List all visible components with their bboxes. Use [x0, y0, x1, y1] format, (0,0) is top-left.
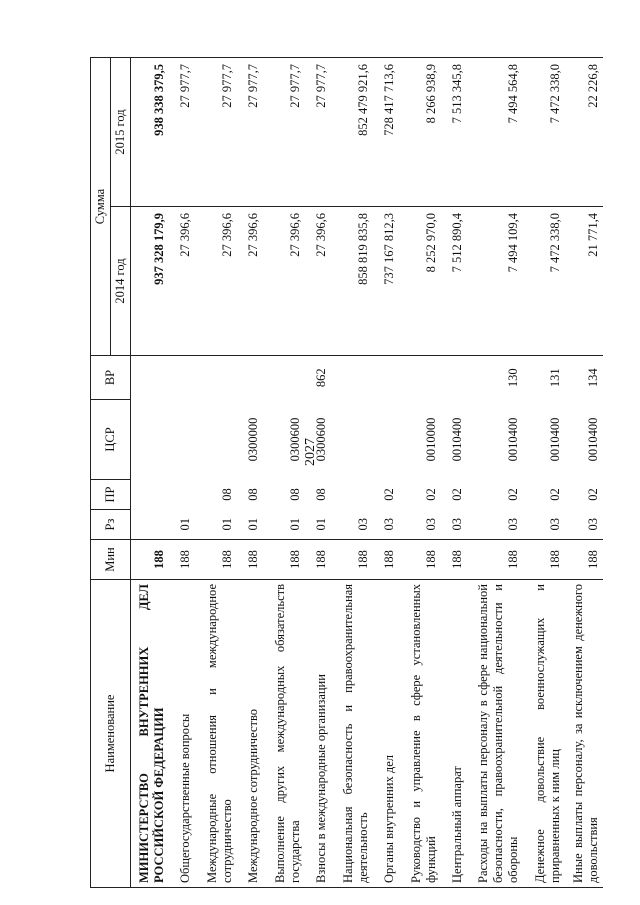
- header-vr: ВР: [91, 356, 131, 400]
- row-pr: 02: [449, 488, 464, 501]
- table-row: [237, 58, 263, 888]
- row-rz: [131, 510, 169, 540]
- row-rz: 03: [547, 518, 562, 531]
- table-row: [441, 58, 467, 888]
- row-2014: 858 819 835,8: [331, 207, 373, 356]
- header-name: Наименование: [91, 580, 131, 888]
- header-pr: ПР: [91, 480, 131, 510]
- row-2014: 937 328 179,9: [131, 207, 169, 356]
- row-2015: 7 494 564,8: [467, 58, 523, 207]
- row-csr: [131, 400, 169, 480]
- table-row: [131, 58, 169, 888]
- row-min: 188: [237, 540, 263, 580]
- header-min: Мин: [91, 540, 131, 580]
- row-name: Руководство и управление в сфере установленных функций: [399, 580, 441, 888]
- header-2015: 2015 год: [111, 58, 131, 207]
- row-2015: 22 226,8: [565, 58, 603, 207]
- row-rz: 03: [505, 518, 520, 531]
- row-2014: 27 396,6: [169, 207, 195, 356]
- row-vr: 130: [467, 356, 523, 400]
- row-vr: [441, 356, 467, 400]
- row-csr: 0300000: [245, 417, 260, 462]
- row-pr: 08: [219, 488, 234, 501]
- row-rz: 01: [245, 518, 260, 531]
- row-rz: 03: [355, 518, 370, 531]
- table-row: [373, 58, 399, 888]
- row-vr: 862: [305, 356, 331, 400]
- row-2015: 27 977,7: [305, 58, 331, 207]
- row-csr: [169, 400, 195, 480]
- row-pr: [131, 480, 169, 510]
- row-vr: [399, 356, 441, 400]
- table-row: [331, 58, 373, 888]
- budget-table-rotated: [90, 58, 600, 888]
- row-2014: 27 396,6: [305, 207, 331, 356]
- row-2014: 7 472 338,0: [523, 207, 565, 356]
- row-2014: 27 396,6: [237, 207, 263, 356]
- row-vr: [195, 356, 237, 400]
- row-name: МИНИСТЕРСТВО ВНУТРЕННИХ ДЕЛ РОССИЙСКОЙ ФЕДЕРАЦИИ: [131, 580, 169, 888]
- row-name: Международное сотрудничество: [237, 580, 263, 888]
- row-csr: 0010400: [547, 417, 562, 462]
- row-min: 188: [441, 540, 467, 580]
- header-csr: ЦСР: [91, 400, 131, 480]
- row-2014: 21 771,4: [565, 207, 603, 356]
- table-row: [305, 58, 331, 888]
- row-vr: [331, 356, 373, 400]
- header-sum: Сумма: [91, 58, 111, 356]
- row-csr: 0300600: [313, 417, 328, 462]
- row-rz: 03: [423, 518, 438, 531]
- row-csr: [331, 400, 373, 480]
- row-rz: 01: [287, 518, 302, 531]
- row-pr: [169, 480, 195, 510]
- row-rz: 03: [381, 518, 396, 531]
- row-name: Денежное довольствие военнослужащих и приравненных к ним лиц: [523, 580, 565, 888]
- row-2014: 27 396,6: [263, 207, 305, 356]
- row-pr: 02: [423, 488, 438, 501]
- row-pr: 02: [547, 488, 562, 501]
- row-name: Центральный аппарат: [441, 580, 467, 888]
- row-min: 188: [331, 540, 373, 580]
- row-2015: 27 977,7: [169, 58, 195, 207]
- row-vr: 134: [565, 356, 603, 400]
- row-min: 188: [523, 540, 565, 580]
- row-name: Международные отношения и международное сотрудничество: [195, 580, 237, 888]
- row-2014: 8 252 970,0: [399, 207, 441, 356]
- table-body: [131, 58, 603, 888]
- table-row: [565, 58, 603, 888]
- row-min: 188: [263, 540, 305, 580]
- row-pr: 08: [287, 488, 302, 501]
- row-2014: 7 512 890,4: [441, 207, 467, 356]
- row-2015: 27 977,7: [237, 58, 263, 207]
- row-2015: 7 513 345,8: [441, 58, 467, 207]
- row-2015: 27 977,7: [195, 58, 237, 207]
- header-rz: Рз: [91, 510, 131, 540]
- row-rz: 01: [177, 518, 192, 531]
- row-2014: 7 494 109,4: [467, 207, 523, 356]
- table-row: [467, 58, 523, 888]
- row-2015: 27 977,7: [263, 58, 305, 207]
- row-pr: 02: [381, 488, 396, 501]
- row-csr: 0010400: [585, 417, 600, 462]
- row-rz: 01: [219, 518, 234, 531]
- row-2015: 7 472 338,0: [523, 58, 565, 207]
- row-csr: 0010400: [505, 417, 520, 462]
- table-row: [263, 58, 305, 888]
- row-rz: 03: [449, 518, 464, 531]
- row-vr: [169, 356, 195, 400]
- budget-table: [90, 57, 603, 888]
- row-csr: [195, 400, 237, 480]
- row-csr: 0010000: [423, 417, 438, 462]
- table-row: [195, 58, 237, 888]
- row-rz: 01: [313, 518, 328, 531]
- row-vr: [237, 356, 263, 400]
- row-name: Иные выплаты персоналу, за исключением денежного довольствия: [565, 580, 603, 888]
- row-2015: 852 479 921,6: [331, 58, 373, 207]
- row-2015: 8 266 938,9: [399, 58, 441, 207]
- row-vr: 131: [523, 356, 565, 400]
- row-min: 188: [373, 540, 399, 580]
- header-2014: 2014 год: [111, 207, 131, 356]
- row-2014: 27 396,6: [195, 207, 237, 356]
- row-min: 188: [131, 540, 169, 580]
- row-min: 188: [169, 540, 195, 580]
- row-min: 188: [399, 540, 441, 580]
- row-vr: [131, 356, 169, 400]
- row-name: Выполнение других международных обязательств государства: [263, 580, 305, 888]
- row-name: Органы внутренних дел: [373, 580, 399, 888]
- row-pr: 08: [245, 488, 260, 501]
- table-row: [523, 58, 565, 888]
- row-csr: [373, 400, 399, 480]
- row-2015: 938 338 379,5: [131, 58, 169, 207]
- row-min: 188: [467, 540, 523, 580]
- row-min: 188: [565, 540, 603, 580]
- page-number-text: 2027: [303, 438, 318, 466]
- row-csr: 0300600: [287, 417, 302, 462]
- row-pr: 02: [585, 488, 600, 501]
- row-csr: 0010400: [449, 417, 464, 462]
- row-pr: 02: [505, 488, 520, 501]
- row-pr: 08: [313, 488, 328, 501]
- row-2015: 728 417 713,6: [373, 58, 399, 207]
- row-min: 188: [305, 540, 331, 580]
- table-row: [169, 58, 195, 888]
- row-name: Общегосударственные вопросы: [169, 580, 195, 888]
- table-row: [399, 58, 441, 888]
- row-vr: [263, 356, 305, 400]
- row-name: Расходы на выплаты персоналу в сфере национальной безопасности, правоохранительной деятельности и обороны: [467, 580, 523, 888]
- row-pr: [331, 480, 373, 510]
- row-name: Национальная безопасность и правоохранительная деятельность: [331, 580, 373, 888]
- row-rz: 03: [585, 518, 600, 531]
- row-vr: [373, 356, 399, 400]
- row-name: Взносы в международные организации: [305, 580, 331, 888]
- table-header: [91, 58, 131, 888]
- row-2014: 737 167 812,3: [373, 207, 399, 356]
- row-min: 188: [195, 540, 237, 580]
